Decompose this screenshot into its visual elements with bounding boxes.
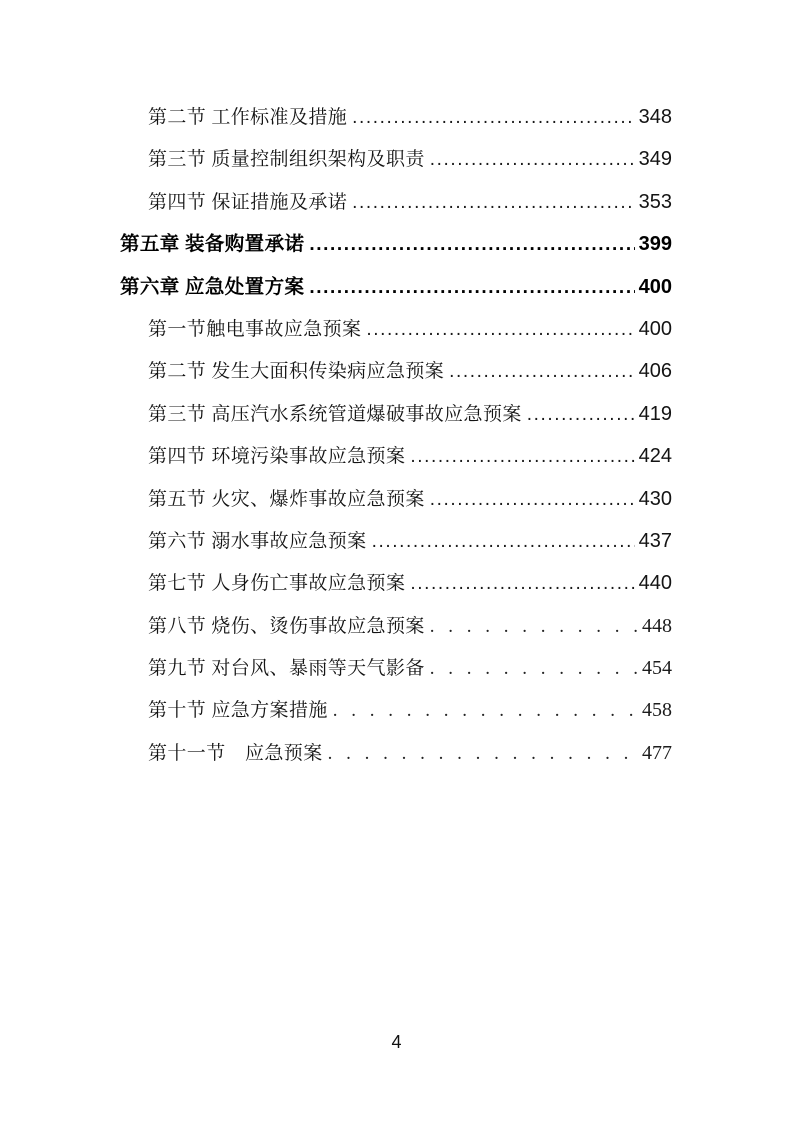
toc-entry-title: 第三节 高压汽水系统管道爆破事故应急预案 [148,403,522,425]
toc-entry-title: 第七节 人身伤亡事故应急预案 [148,573,406,595]
toc-entry[interactable] [120,647,672,689]
toc-entry-title: 第六节 溺水事故应急预案 [148,530,367,552]
toc-entry-title: 第十节 应急方案措施 [148,700,328,722]
toc-leader-dots [352,182,634,225]
toc-entry-page-number: 448 [642,614,672,637]
toc-leader-dots [328,733,638,776]
toc-leader-dots [410,563,634,606]
toc-entry-title: 第一节触电事故应急预案 [148,318,362,340]
toc-leader-dots [333,690,638,733]
toc-entry-title: 第五章 装备购置承诺 [120,234,305,256]
toc-entry[interactable] [120,393,672,435]
toc-entry-page-number: 399 [638,233,672,256]
toc-entry[interactable] [120,562,672,604]
toc-leader-dots [430,648,638,691]
toc-leader-dots [449,351,634,394]
toc-entry[interactable] [120,435,672,477]
toc-entry-page-number: 400 [638,275,672,298]
toc-entry-title: 第四节 环境污染事故应急预案 [148,446,406,468]
toc-chapter-entry[interactable] [120,266,672,308]
toc-entry-page-number: 353 [638,190,672,213]
toc-entry[interactable] [120,181,672,223]
toc-leader-dots [430,139,635,182]
toc-leader-dots [430,606,638,649]
toc-entry[interactable] [120,478,672,520]
toc-entry-page-number: 348 [638,106,672,128]
toc-entry-page-number: 424 [638,445,672,468]
toc-leader-dots [430,479,635,522]
toc-entry[interactable] [120,350,672,392]
toc-entry[interactable] [120,605,672,647]
toc-entry-page-number: 349 [638,148,672,171]
toc-entry-page-number: 458 [642,699,672,722]
toc-leader-dots [372,521,635,564]
toc-entry-page-number: 437 [638,529,672,552]
toc-entry-title: 第五节 火灾、爆炸事故应急预案 [148,488,425,510]
toc-entry[interactable] [120,732,672,774]
toc-entry-page-number: 419 [638,402,672,425]
toc-entry-page-number: 454 [642,657,672,680]
table-of-contents [120,96,672,774]
toc-entry-page-number: 400 [638,317,672,340]
toc-leader-dots [527,394,635,437]
toc-leader-dots [309,224,634,267]
toc-entry-title: 第三节 质量控制组织架构及职责 [148,149,425,171]
toc-entry-title: 第九节 对台风、暴雨等天气影备 [148,658,425,680]
toc-entry[interactable] [120,96,672,138]
toc-entry-title: 第六章 应急处置方案 [120,276,305,298]
toc-entry-title: 第二节 发生大面积传染病应急预案 [148,361,445,383]
toc-leader-dots [352,97,634,140]
toc-entry[interactable] [120,138,672,180]
page-number-footer: 4 [391,1032,402,1052]
toc-entry-title: 第四节 保证措施及承诺 [148,191,348,213]
toc-entry-page-number: 406 [638,360,672,383]
toc-entry-page-number: 477 [642,741,672,764]
toc-leader-dots [366,309,634,352]
toc-entry[interactable] [120,520,672,562]
toc-entry[interactable] [120,308,672,350]
toc-leader-dots [309,267,634,310]
toc-entry-title: 第十一节 应急预案 [148,742,323,764]
toc-chapter-entry[interactable] [120,223,672,265]
toc-entry[interactable] [120,689,672,731]
toc-entry-title: 第二节 工作标准及措施 [148,107,348,128]
toc-leader-dots [410,436,634,479]
toc-entry-page-number: 430 [638,487,672,510]
toc-entry-title: 第八节 烧伤、烫伤事故应急预案 [148,615,425,637]
toc-entry-page-number: 440 [638,572,672,595]
